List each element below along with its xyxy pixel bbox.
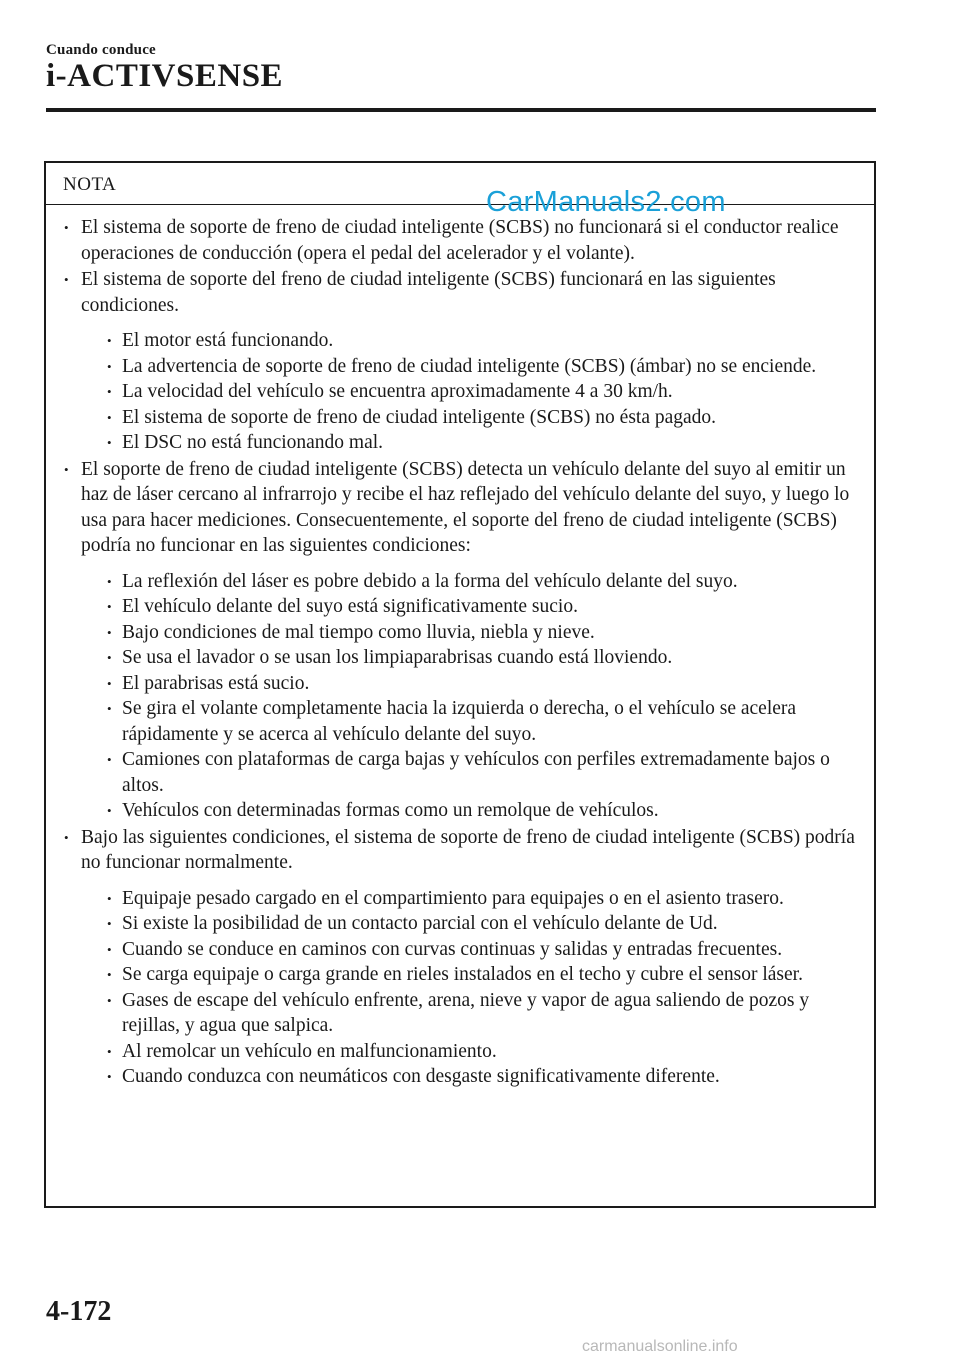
note-sub-item [107, 1039, 866, 1065]
note-box [44, 161, 876, 1208]
note-body [46, 205, 874, 1090]
note-sub-item [107, 988, 866, 1039]
note-sub-item [107, 379, 866, 405]
note-sub-item-text: Cuando se conduce en caminos con curvas continuas y salidas y entradas frecuentes. [122, 938, 783, 960]
bullet-icon: • [107, 890, 112, 906]
note-item [64, 267, 866, 456]
bullet-icon: • [107, 573, 112, 589]
note-sub-item-text: El vehículo delante del suyo está significativamente sucio. [122, 596, 578, 617]
watermark: CarManuals2.com [486, 186, 726, 218]
note-sub-item [107, 594, 866, 620]
note-sub-item [107, 911, 866, 937]
note-sub-item [107, 671, 866, 697]
note-sub-item-text: Camiones con plataformas de carga bajas y vehículos con perfiles extremadamente bajos o altos. [122, 749, 830, 796]
note-item-text: El soporte de freno de ciudad inteligente (SCBS) detecta un vehículo delante del suyo al emitir un haz de láser cercano al infrarrojo y recibe el haz reflejado del vehículo delante del suyo, y luego lo usa para hacer mediciones. Consecuentemente, el soporte del freno de ciudad inteligente (SCBS) podría no funcionar en las siguientes condiciones: [81, 458, 850, 556]
note-sub-item-text: El sistema de soporte de freno de ciudad inteligente (SCBS) no ésta pagado. [122, 406, 717, 428]
title-rule [46, 108, 876, 112]
note-item [64, 215, 866, 266]
bullet-icon: • [107, 803, 112, 818]
bullet-icon: • [107, 650, 112, 665]
note-sublist [107, 886, 866, 1090]
note-sub-item-text: El DSC no está funcionando mal. [122, 432, 384, 453]
note-sub-item [107, 430, 866, 456]
chapter-title: i-ACTIVSENSE [46, 58, 284, 94]
note-sub-item [107, 569, 866, 595]
note-sub-item [107, 405, 866, 431]
bullet-icon: • [107, 916, 112, 931]
note-sub-item [107, 696, 866, 747]
note-sub-item-text: El motor está funcionando. [122, 330, 334, 351]
note-sub-item [107, 354, 866, 380]
note-sub-item [107, 798, 866, 824]
note-sub-item [107, 645, 866, 671]
note-sub-item [107, 328, 866, 354]
bullet-icon: • [107, 1069, 112, 1084]
note-item-text: El sistema de soporte del freno de ciudad inteligente (SCBS) funcionará en las siguientes condiciones. [81, 269, 776, 316]
bullet-icon: • [107, 992, 112, 1008]
note-sub-item-text: La reflexión del láser es pobre debido a la forma del vehículo delante del suyo. [122, 570, 738, 592]
note-sublist [107, 569, 866, 824]
bullet-icon: • [107, 358, 112, 374]
note-sub-item [107, 937, 866, 963]
bullet-icon: • [107, 675, 112, 691]
bullet-icon: • [64, 220, 69, 235]
note-sub-item-text: Gases de escape del vehículo enfrente, arena, nieve y vapor de agua saliendo de pozos y rejillas, y agua que salpica. [122, 989, 810, 1036]
bullet-icon: • [64, 461, 69, 477]
section-kicker: Cuando conduce [46, 42, 156, 58]
bullet-icon: • [107, 384, 112, 399]
bullet-icon: • [107, 701, 112, 716]
note-sub-item [107, 886, 866, 912]
bullet-icon: • [64, 272, 69, 287]
note-item [64, 457, 866, 824]
footer-watermark: carmanualsonline.info [582, 1338, 738, 1355]
bullet-icon: • [107, 599, 112, 614]
bullet-icon: • [107, 1043, 112, 1059]
note-sub-item-text: Se usa el lavador o se usan los limpiaparabrisas cuando está lloviendo. [122, 647, 673, 668]
note-sub-item-text: Se gira el volante completamente hacia la izquierda o derecha, o el vehículo se acelera rápidamente y se acerca al vehículo delante del suyo. [122, 698, 797, 745]
note-sub-item-text: Se carga equipaje o carga grande en rieles instalados en el techo y cubre el sensor láser. [122, 964, 803, 985]
note-sub-item [107, 962, 866, 988]
bullet-icon: • [107, 941, 112, 957]
bullet-icon: • [107, 333, 112, 348]
note-sublist [107, 328, 866, 456]
note-sub-item-text: Si existe la posibilidad de un contacto parcial con el vehículo delante de Ud. [122, 913, 718, 934]
bullet-icon: • [107, 967, 112, 982]
bullet-icon: • [107, 435, 112, 450]
note-sub-item-text: Equipaje pesado cargado en el compartimiento para equipajes o en el asiento trasero. [122, 887, 784, 909]
note-item-text: Bajo las siguientes condiciones, el sistema de soporte de freno de ciudad inteligente (SCBS) podría no funcionar normalmente. [81, 826, 855, 873]
note-sub-item [107, 1064, 866, 1090]
note-item [64, 825, 866, 1090]
note-sub-item-text: Bajo condiciones de mal tiempo como lluvia, niebla y nieve. [122, 621, 595, 643]
note-sub-item-text: Vehículos con determinadas formas como un remolque de vehículos. [122, 800, 659, 821]
bullet-icon: • [64, 829, 69, 845]
bullet-icon: • [107, 409, 112, 425]
note-sub-item [107, 747, 866, 798]
note-item-text: El sistema de soporte de freno de ciudad inteligente (SCBS) no funcionará si el conductor realice operaciones de conducción (opera el pedal del acelerador y el volante). [81, 217, 839, 264]
bullet-icon: • [107, 624, 112, 640]
bullet-icon: • [107, 752, 112, 767]
note-title: NOTA [46, 163, 874, 205]
note-sub-item-text: La velocidad del vehículo se encuentra aproximadamente 4 a 30 km/h. [122, 381, 673, 402]
note-sub-item-text: Cuando conduzca con neumáticos con desgaste significativamente diferente. [122, 1066, 720, 1087]
note-sub-item-text: Al remolcar un vehículo en malfuncionamiento. [122, 1040, 497, 1062]
page-number: 4-172 [46, 1296, 112, 1327]
note-sub-item-text: El parabrisas está sucio. [122, 672, 310, 694]
note-sub-item [107, 620, 866, 646]
note-sub-item-text: La advertencia de soporte de freno de ciudad inteligente (SCBS) (ámbar) no se enciende. [122, 355, 817, 377]
